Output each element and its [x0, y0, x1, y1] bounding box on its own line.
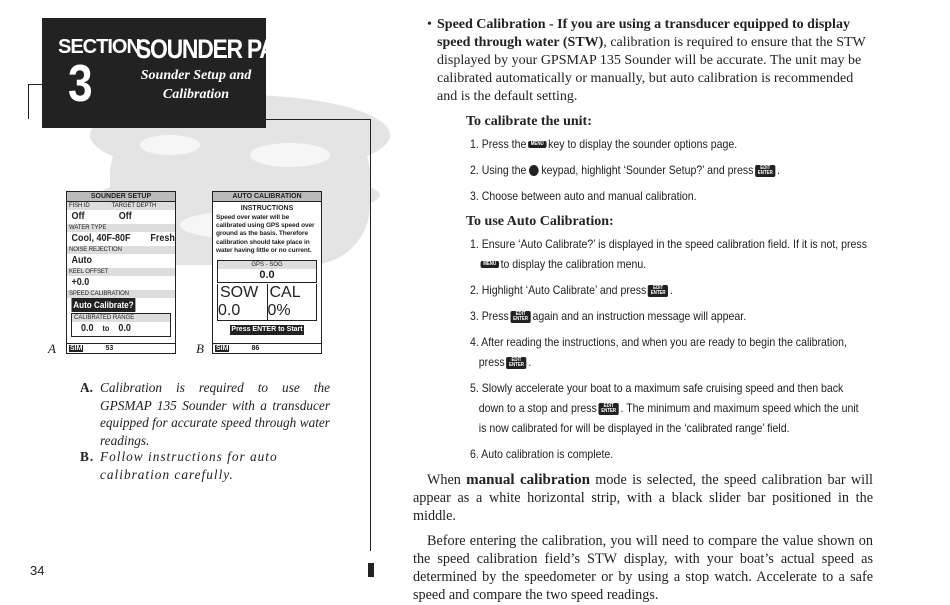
field-label: SPEED CALIBRATION	[67, 290, 175, 298]
edit-enter-key-icon: EDIT ENTER	[648, 285, 668, 297]
edit-enter-key-icon: EDIT ENTER	[755, 165, 775, 177]
list-item: 1. Ensure ‘Auto Calibrate?’ is displayed in the speed calibration field. If it is not, press MENU to display the calibration menu.	[470, 237, 868, 271]
status-bar: SIM 86	[213, 343, 321, 353]
auto-calibration-heading: To use Auto Calibration:	[466, 214, 614, 229]
page-subtitle: Sounder Setup and Calibration	[140, 68, 252, 102]
field-value: Off Off	[71, 211, 132, 222]
page-marker	[368, 563, 374, 577]
figure-label-a: A	[48, 341, 56, 356]
list-item: 5. Slowly accelerate your boat to a maximum safe cruising speed and then back down to a stop and press EDIT ENTER . The minimum and maximum speed which the unit is now calibrated for will be displayed in the ‘calibrated range’ field.	[470, 381, 859, 435]
section-header	[42, 18, 306, 128]
field-value: +0.0	[71, 277, 90, 288]
compare-speed-paragraph: Before entering the calibration, you will need to compare the value shown on the speed calibration field’s STW display, with your boat’s actual speed as determined by the speedometer or by using a stop watch. Accelerate to a safe speed and compare the two speed readings.	[413, 533, 873, 603]
menu-key-icon: MENU	[528, 141, 546, 148]
field-value	[67, 298, 164, 312]
auto-calibration-screen	[212, 191, 322, 354]
list-item: 3. Press EDIT ENTER again and an instruction message will appear.	[470, 309, 747, 323]
figure-label-b: B	[196, 341, 204, 356]
field-label: NOISE REJECTION	[67, 246, 175, 254]
rocker-keypad-icon	[529, 165, 539, 176]
speed-calibration-paragraph: • Speed Calibration - If you are using a transducer equipped to display speed through water (STW), calibration is required to ensure that the STW displayed by your GPSMAP 135 Sounder will be accurate. The unit may be calibrated automatically or manually, but auto calibration is recommended and is the default setting.	[427, 17, 866, 104]
list-item: 1. Press the MENU key to display the sounder options page.	[470, 137, 738, 151]
edit-enter-key-icon: EDIT ENTER	[599, 403, 619, 415]
list-item: 6. Auto calibration is complete.	[470, 447, 614, 461]
caption-b: B. Follow instructions for auto calibration carefully.	[80, 449, 278, 482]
edit-enter-key-icon: EDIT ENTER	[510, 311, 530, 323]
page-number: 34	[30, 563, 45, 578]
calibrated-range-box: CALIBRATED RANGE 0.0 to 0.0	[71, 313, 171, 337]
divider	[28, 84, 29, 119]
list-item: 2. Highlight ‘Auto Calibrate’ and press EDIT ENTER .	[470, 283, 673, 297]
list-item: 4. After reading the instructions, and when you are ready to begin the calibration, press EDIT ENTER .	[470, 335, 847, 369]
edit-enter-key-icon: EDIT ENTER	[506, 357, 526, 369]
bullet-icon: •	[427, 17, 432, 32]
caption-a: A. Calibration is required to use the GPSMAP 135 Sounder with a transducer equipped for accurate speed through water readings.	[80, 380, 330, 448]
page-title: SOUNDER PAGE	[136, 34, 306, 64]
field-value: Cool, 40F-80F Fresh	[71, 233, 175, 244]
list-item: 3. Choose between auto and manual calibration.	[470, 189, 697, 203]
screen-subtitle: INSTRUCTIONS	[240, 205, 294, 212]
status-bar: SIM 53	[67, 343, 175, 353]
divider	[266, 119, 370, 120]
screen-title: AUTO CALIBRATION	[213, 192, 321, 202]
section-word: SECTION	[58, 36, 140, 58]
menu-key-icon: MENU	[481, 261, 499, 268]
auto-calibrate-selection[interactable]: Auto Calibrate?	[73, 300, 134, 310]
screen-title: SOUNDER SETUP	[67, 192, 175, 202]
manual-calibration-paragraph: When manual calibration mode is selected, the speed calibration bar will appear as a white horizontal strip, with a black slider bar positioned in the middle.	[413, 472, 873, 524]
sow-cal-box: SOW 0.0 CAL 0%	[217, 284, 317, 321]
press-enter-prompt[interactable]: Press ENTER to Start	[231, 326, 303, 334]
sounder-setup-screen	[66, 191, 176, 354]
list-item: 2. Using the keypad, highlight ‘Sounder Setup?’ and press EDIT ENTER .	[470, 163, 781, 177]
divider	[370, 119, 371, 551]
field-label: KEEL OFFSET	[67, 268, 175, 276]
section-number: 3	[68, 55, 93, 113]
calibrate-heading: To calibrate the unit:	[466, 114, 592, 129]
gps-sog-box: GPS - SOG 0.0	[217, 260, 317, 283]
divider	[28, 84, 42, 85]
field-label: FISH ID TARGET DEPTH	[67, 202, 175, 210]
instruction-text: Speed over water will be calibrated using GPS speed over ground as the basis. Therefore calibration should take place in water having little or no current.	[216, 214, 315, 254]
field-label: WATER TYPE	[67, 224, 175, 232]
field-value: Auto	[71, 255, 93, 266]
right-column	[413, 16, 873, 605]
